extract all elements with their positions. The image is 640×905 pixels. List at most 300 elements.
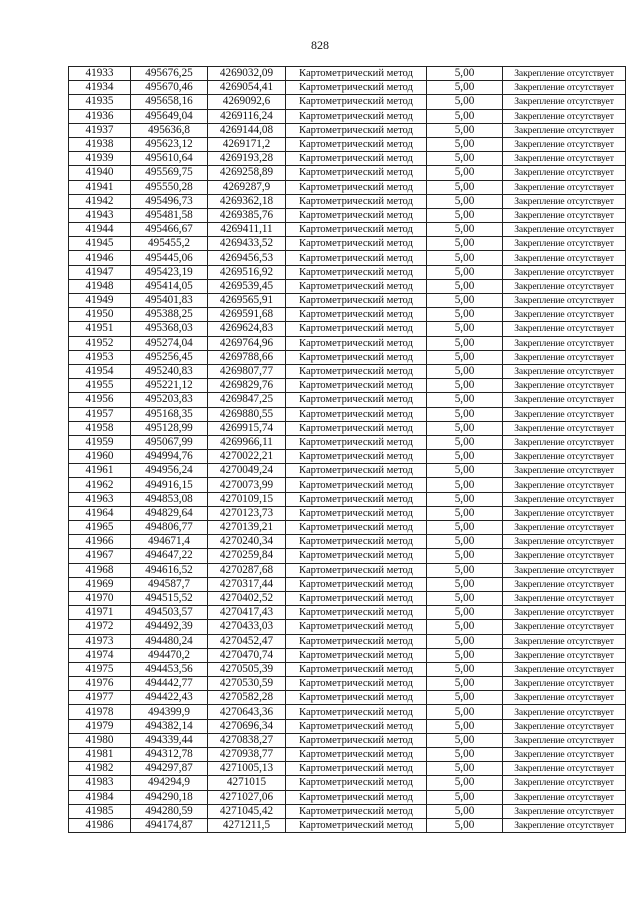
cell-accuracy: 5,00 (427, 81, 503, 95)
table-row (69, 648, 626, 662)
cell-method: Картометрический метод (286, 762, 427, 776)
cell-point-number: 41939 (69, 152, 131, 166)
cell-point-number: 41954 (69, 364, 131, 378)
cell-fixing-status: Закрепление отсутствует (503, 662, 626, 676)
cell-accuracy: 5,00 (427, 336, 503, 350)
table-row (69, 223, 626, 237)
cell-y-coordinate: 4269116,24 (208, 109, 286, 123)
cell-method: Картометрический метод (286, 733, 427, 747)
cell-method: Картометрический метод (286, 237, 427, 251)
cell-fixing-status: Закрепление отсутствует (503, 648, 626, 662)
cell-method: Картометрический метод (286, 563, 427, 577)
cell-y-coordinate: 4270530,59 (208, 677, 286, 691)
cell-method: Картометрический метод (286, 265, 427, 279)
cell-method: Картометрический метод (286, 804, 427, 818)
cell-y-coordinate: 4269362,18 (208, 194, 286, 208)
cell-accuracy: 5,00 (427, 237, 503, 251)
cell-point-number: 41982 (69, 762, 131, 776)
cell-fixing-status: Закрепление отсутствует (503, 237, 626, 251)
cell-accuracy: 5,00 (427, 294, 503, 308)
cell-y-coordinate: 4270433,03 (208, 620, 286, 634)
cell-y-coordinate: 4269516,92 (208, 265, 286, 279)
table-row (69, 733, 626, 747)
cell-method: Картометрический метод (286, 152, 427, 166)
cell-point-number: 41959 (69, 435, 131, 449)
cell-point-number: 41957 (69, 407, 131, 421)
cell-method: Картометрический метод (286, 421, 427, 435)
cell-fixing-status: Закрепление отсутствует (503, 379, 626, 393)
cell-y-coordinate: 4270049,24 (208, 464, 286, 478)
cell-fixing-status: Закрепление отсутствует (503, 549, 626, 563)
cell-fixing-status: Закрепление отсутствует (503, 279, 626, 293)
cell-x-coordinate: 495676,25 (131, 67, 208, 81)
cell-fixing-status: Закрепление отсутствует (503, 521, 626, 535)
cell-accuracy: 5,00 (427, 194, 503, 208)
cell-y-coordinate: 4270643,36 (208, 705, 286, 719)
cell-fixing-status: Закрепление отсутствует (503, 748, 626, 762)
cell-method: Картометрический метод (286, 137, 427, 151)
cell-fixing-status: Закрепление отсутствует (503, 790, 626, 804)
cell-point-number: 41958 (69, 421, 131, 435)
cell-method: Картометрический метод (286, 379, 427, 393)
cell-accuracy: 5,00 (427, 662, 503, 676)
table-row (69, 492, 626, 506)
cell-point-number: 41933 (69, 67, 131, 81)
cell-x-coordinate: 494453,56 (131, 662, 208, 676)
cell-fixing-status: Закрепление отсутствует (503, 393, 626, 407)
cell-x-coordinate: 495481,58 (131, 208, 208, 222)
cell-fixing-status: Закрепление отсутствует (503, 804, 626, 818)
cell-y-coordinate: 4269591,68 (208, 308, 286, 322)
cell-point-number: 41970 (69, 591, 131, 605)
cell-y-coordinate: 4269144,08 (208, 123, 286, 137)
cell-point-number: 41962 (69, 478, 131, 492)
cell-point-number: 41963 (69, 492, 131, 506)
cell-accuracy: 5,00 (427, 464, 503, 478)
cell-accuracy: 5,00 (427, 95, 503, 109)
cell-y-coordinate: 4270240,34 (208, 535, 286, 549)
cell-accuracy: 5,00 (427, 407, 503, 421)
page-number: 828 (311, 38, 329, 52)
table-row (69, 251, 626, 265)
cell-method: Картометрический метод (286, 180, 427, 194)
cell-fixing-status: Закрепление отсутствует (503, 336, 626, 350)
table-row (69, 535, 626, 549)
cell-x-coordinate: 495455,2 (131, 237, 208, 251)
cell-method: Картометрический метод (286, 705, 427, 719)
cell-fixing-status: Закрепление отсутствует (503, 719, 626, 733)
cell-y-coordinate: 4269788,66 (208, 350, 286, 364)
table-row (69, 336, 626, 350)
cell-y-coordinate: 4269624,83 (208, 322, 286, 336)
cell-fixing-status: Закрепление отсутствует (503, 464, 626, 478)
cell-point-number: 41965 (69, 521, 131, 535)
cell-accuracy: 5,00 (427, 748, 503, 762)
table-row (69, 294, 626, 308)
table-row (69, 194, 626, 208)
table-row (69, 350, 626, 364)
cell-point-number: 41945 (69, 237, 131, 251)
table-row (69, 677, 626, 691)
table-row (69, 478, 626, 492)
cell-fixing-status: Закрепление отсутствует (503, 180, 626, 194)
cell-x-coordinate: 495221,12 (131, 379, 208, 393)
cell-method: Картометрический метод (286, 591, 427, 605)
cell-y-coordinate: 4269915,74 (208, 421, 286, 435)
cell-accuracy: 5,00 (427, 435, 503, 449)
cell-point-number: 41940 (69, 166, 131, 180)
cell-x-coordinate: 494422,43 (131, 691, 208, 705)
cell-point-number: 41966 (69, 535, 131, 549)
table-row (69, 450, 626, 464)
cell-accuracy: 5,00 (427, 166, 503, 180)
cell-accuracy: 5,00 (427, 790, 503, 804)
cell-fixing-status: Закрепление отсутствует (503, 492, 626, 506)
cell-fixing-status: Закрепление отсутствует (503, 223, 626, 237)
table-row (69, 748, 626, 762)
cell-point-number: 41975 (69, 662, 131, 676)
cell-accuracy: 5,00 (427, 776, 503, 790)
cell-x-coordinate: 494994,76 (131, 450, 208, 464)
cell-accuracy: 5,00 (427, 705, 503, 719)
table-row (69, 804, 626, 818)
cell-y-coordinate: 4271027,06 (208, 790, 286, 804)
cell-y-coordinate: 4270022,21 (208, 450, 286, 464)
cell-x-coordinate: 494492,39 (131, 620, 208, 634)
cell-y-coordinate: 4269807,77 (208, 364, 286, 378)
cell-method: Картометрический метод (286, 506, 427, 520)
cell-y-coordinate: 4269847,25 (208, 393, 286, 407)
cell-method: Картометрический метод (286, 719, 427, 733)
cell-y-coordinate: 4269385,76 (208, 208, 286, 222)
table-row (69, 180, 626, 194)
cell-y-coordinate: 4271211,5 (208, 818, 286, 832)
cell-method: Картометрический метод (286, 634, 427, 648)
cell-method: Картометрический метод (286, 364, 427, 378)
cell-point-number: 41976 (69, 677, 131, 691)
cell-y-coordinate: 4270317,44 (208, 577, 286, 591)
cell-fixing-status: Закрепление отсутствует (503, 591, 626, 605)
cell-method: Картометрический метод (286, 521, 427, 535)
table-row (69, 506, 626, 520)
table-row (69, 818, 626, 832)
cell-x-coordinate: 494174,87 (131, 818, 208, 832)
cell-fixing-status: Закрепление отсутствует (503, 677, 626, 691)
cell-point-number: 41950 (69, 308, 131, 322)
cell-x-coordinate: 494671,4 (131, 535, 208, 549)
table-row (69, 662, 626, 676)
cell-fixing-status: Закрепление отсутствует (503, 95, 626, 109)
cell-x-coordinate: 494470,2 (131, 648, 208, 662)
cell-x-coordinate: 494956,24 (131, 464, 208, 478)
cell-point-number: 41948 (69, 279, 131, 293)
cell-point-number: 41942 (69, 194, 131, 208)
cell-x-coordinate: 495636,8 (131, 123, 208, 137)
cell-y-coordinate: 4271045,42 (208, 804, 286, 818)
cell-y-coordinate: 4270123,73 (208, 506, 286, 520)
cell-point-number: 41981 (69, 748, 131, 762)
cell-x-coordinate: 494587,7 (131, 577, 208, 591)
cell-method: Картометрический метод (286, 535, 427, 549)
table-row (69, 137, 626, 151)
cell-method: Картометрический метод (286, 294, 427, 308)
cell-accuracy: 5,00 (427, 180, 503, 194)
table-row (69, 634, 626, 648)
cell-y-coordinate: 4269411,11 (208, 223, 286, 237)
cell-method: Картометрический метод (286, 393, 427, 407)
cell-point-number: 41983 (69, 776, 131, 790)
cell-fixing-status: Закрепление отсутствует (503, 563, 626, 577)
cell-y-coordinate: 4269456,53 (208, 251, 286, 265)
cell-method: Картометрический метод (286, 748, 427, 762)
cell-method: Картометрический метод (286, 223, 427, 237)
cell-point-number: 41941 (69, 180, 131, 194)
cell-point-number: 41974 (69, 648, 131, 662)
cell-x-coordinate: 495445,06 (131, 251, 208, 265)
cell-point-number: 41961 (69, 464, 131, 478)
cell-y-coordinate: 4270696,34 (208, 719, 286, 733)
cell-point-number: 41946 (69, 251, 131, 265)
cell-x-coordinate: 495670,46 (131, 81, 208, 95)
cell-point-number: 41979 (69, 719, 131, 733)
cell-accuracy: 5,00 (427, 308, 503, 322)
cell-fixing-status: Закрепление отсутствует (503, 577, 626, 591)
cell-x-coordinate: 494280,59 (131, 804, 208, 818)
cell-method: Картометрический метод (286, 648, 427, 662)
cell-accuracy: 5,00 (427, 421, 503, 435)
cell-fixing-status: Закрепление отсутствует (503, 818, 626, 832)
cell-x-coordinate: 495550,28 (131, 180, 208, 194)
cell-accuracy: 5,00 (427, 364, 503, 378)
cell-fixing-status: Закрепление отсутствует (503, 364, 626, 378)
table-row (69, 95, 626, 109)
cell-y-coordinate: 4270417,43 (208, 606, 286, 620)
cell-point-number: 41960 (69, 450, 131, 464)
cell-x-coordinate: 494853,08 (131, 492, 208, 506)
cell-method: Картометрический метод (286, 435, 427, 449)
cell-y-coordinate: 4269880,55 (208, 407, 286, 421)
cell-x-coordinate: 495274,04 (131, 336, 208, 350)
cell-y-coordinate: 4269565,91 (208, 294, 286, 308)
cell-method: Картометрический метод (286, 790, 427, 804)
cell-y-coordinate: 4270838,27 (208, 733, 286, 747)
cell-x-coordinate: 494616,52 (131, 563, 208, 577)
cell-method: Картометрический метод (286, 620, 427, 634)
cell-fixing-status: Закрепление отсутствует (503, 435, 626, 449)
table-row (69, 152, 626, 166)
cell-accuracy: 5,00 (427, 137, 503, 151)
cell-accuracy: 5,00 (427, 350, 503, 364)
cell-point-number: 41972 (69, 620, 131, 634)
cell-accuracy: 5,00 (427, 733, 503, 747)
table-row (69, 109, 626, 123)
table-row (69, 379, 626, 393)
cell-x-coordinate: 495128,99 (131, 421, 208, 435)
cell-point-number: 41978 (69, 705, 131, 719)
cell-accuracy: 5,00 (427, 265, 503, 279)
cell-x-coordinate: 495256,45 (131, 350, 208, 364)
cell-accuracy: 5,00 (427, 677, 503, 691)
cell-y-coordinate: 4269258,89 (208, 166, 286, 180)
cell-x-coordinate: 494312,78 (131, 748, 208, 762)
coordinates-table-body (69, 67, 626, 833)
cell-accuracy: 5,00 (427, 762, 503, 776)
cell-point-number: 41953 (69, 350, 131, 364)
cell-x-coordinate: 495240,83 (131, 364, 208, 378)
cell-method: Картометрический метод (286, 166, 427, 180)
cell-fixing-status: Закрепление отсутствует (503, 733, 626, 747)
cell-accuracy: 5,00 (427, 478, 503, 492)
cell-y-coordinate: 4270259,84 (208, 549, 286, 563)
cell-fixing-status: Закрепление отсутствует (503, 67, 626, 81)
cell-accuracy: 5,00 (427, 492, 503, 506)
table-row (69, 364, 626, 378)
cell-y-coordinate: 4269539,45 (208, 279, 286, 293)
cell-method: Картометрический метод (286, 464, 427, 478)
cell-x-coordinate: 494382,14 (131, 719, 208, 733)
cell-point-number: 41973 (69, 634, 131, 648)
cell-method: Картометрический метод (286, 776, 427, 790)
cell-accuracy: 5,00 (427, 691, 503, 705)
cell-x-coordinate: 495423,19 (131, 265, 208, 279)
table-row (69, 123, 626, 137)
cell-fixing-status: Закрепление отсутствует (503, 478, 626, 492)
cell-y-coordinate: 4269829,76 (208, 379, 286, 393)
cell-fixing-status: Закрепление отсутствует (503, 265, 626, 279)
cell-accuracy: 5,00 (427, 109, 503, 123)
table-row (69, 407, 626, 421)
table-row (69, 237, 626, 251)
cell-fixing-status: Закрепление отсутствует (503, 606, 626, 620)
cell-accuracy: 5,00 (427, 450, 503, 464)
cell-fixing-status: Закрепление отсутствует (503, 407, 626, 421)
cell-method: Картометрический метод (286, 662, 427, 676)
table-row (69, 591, 626, 605)
cell-accuracy: 5,00 (427, 648, 503, 662)
table-row (69, 308, 626, 322)
cell-accuracy: 5,00 (427, 719, 503, 733)
cell-point-number: 41935 (69, 95, 131, 109)
cell-y-coordinate: 4269287,9 (208, 180, 286, 194)
cell-y-coordinate: 4270938,77 (208, 748, 286, 762)
coordinates-table (68, 66, 626, 833)
cell-accuracy: 5,00 (427, 379, 503, 393)
cell-x-coordinate: 495368,03 (131, 322, 208, 336)
cell-method: Картометрический метод (286, 279, 427, 293)
cell-accuracy: 5,00 (427, 506, 503, 520)
cell-accuracy: 5,00 (427, 591, 503, 605)
table-row (69, 719, 626, 733)
cell-accuracy: 5,00 (427, 804, 503, 818)
cell-y-coordinate: 4270402,52 (208, 591, 286, 605)
cell-x-coordinate: 494916,15 (131, 478, 208, 492)
table-row (69, 762, 626, 776)
cell-point-number: 41956 (69, 393, 131, 407)
table-row (69, 606, 626, 620)
cell-accuracy: 5,00 (427, 223, 503, 237)
cell-y-coordinate: 4269193,28 (208, 152, 286, 166)
cell-x-coordinate: 494480,24 (131, 634, 208, 648)
cell-y-coordinate: 4270452,47 (208, 634, 286, 648)
table-row (69, 705, 626, 719)
cell-fixing-status: Закрепление отсутствует (503, 450, 626, 464)
cell-point-number: 41947 (69, 265, 131, 279)
cell-fixing-status: Закрепление отсутствует (503, 208, 626, 222)
cell-y-coordinate: 4269433,52 (208, 237, 286, 251)
table-row (69, 279, 626, 293)
cell-point-number: 41968 (69, 563, 131, 577)
table-row (69, 521, 626, 535)
cell-point-number: 41937 (69, 123, 131, 137)
cell-method: Картометрический метод (286, 478, 427, 492)
cell-x-coordinate: 494339,44 (131, 733, 208, 747)
cell-fixing-status: Закрепление отсутствует (503, 691, 626, 705)
cell-y-coordinate: 4270073,99 (208, 478, 286, 492)
cell-method: Картометрический метод (286, 308, 427, 322)
cell-x-coordinate: 494503,57 (131, 606, 208, 620)
cell-fixing-status: Закрепление отсутствует (503, 322, 626, 336)
cell-x-coordinate: 494290,18 (131, 790, 208, 804)
cell-point-number: 41985 (69, 804, 131, 818)
cell-x-coordinate: 495466,67 (131, 223, 208, 237)
cell-accuracy: 5,00 (427, 521, 503, 535)
cell-accuracy: 5,00 (427, 251, 503, 265)
table-row (69, 421, 626, 435)
cell-method: Картометрический метод (286, 123, 427, 137)
cell-accuracy: 5,00 (427, 322, 503, 336)
cell-x-coordinate: 495658,16 (131, 95, 208, 109)
cell-fixing-status: Закрепление отсутствует (503, 294, 626, 308)
cell-fixing-status: Закрепление отсутствует (503, 535, 626, 549)
cell-accuracy: 5,00 (427, 279, 503, 293)
cell-point-number: 41977 (69, 691, 131, 705)
cell-method: Картометрический метод (286, 577, 427, 591)
table-row (69, 620, 626, 634)
cell-method: Картометрический метод (286, 95, 427, 109)
table-row (69, 691, 626, 705)
cell-fixing-status: Закрепление отсутствует (503, 421, 626, 435)
cell-method: Картометрический метод (286, 67, 427, 81)
cell-point-number: 41969 (69, 577, 131, 591)
cell-point-number: 41967 (69, 549, 131, 563)
cell-y-coordinate: 4269764,96 (208, 336, 286, 350)
cell-point-number: 41971 (69, 606, 131, 620)
cell-accuracy: 5,00 (427, 123, 503, 137)
cell-fixing-status: Закрепление отсутствует (503, 762, 626, 776)
cell-y-coordinate: 4269171,2 (208, 137, 286, 151)
cell-point-number: 41944 (69, 223, 131, 237)
cell-x-coordinate: 495569,75 (131, 166, 208, 180)
cell-y-coordinate: 4269032,09 (208, 67, 286, 81)
cell-y-coordinate: 4270287,68 (208, 563, 286, 577)
cell-method: Картометрический метод (286, 81, 427, 95)
table-row (69, 464, 626, 478)
cell-point-number: 41955 (69, 379, 131, 393)
cell-y-coordinate: 4270470,74 (208, 648, 286, 662)
table-row (69, 563, 626, 577)
cell-accuracy: 5,00 (427, 563, 503, 577)
table-row (69, 435, 626, 449)
cell-x-coordinate: 495168,35 (131, 407, 208, 421)
cell-x-coordinate: 495623,12 (131, 137, 208, 151)
cell-y-coordinate: 4270505,39 (208, 662, 286, 676)
cell-x-coordinate: 495067,99 (131, 435, 208, 449)
cell-x-coordinate: 494294,9 (131, 776, 208, 790)
cell-method: Картометрический метод (286, 549, 427, 563)
cell-fixing-status: Закрепление отсутствует (503, 194, 626, 208)
cell-fixing-status: Закрепление отсутствует (503, 109, 626, 123)
cell-point-number: 41984 (69, 790, 131, 804)
